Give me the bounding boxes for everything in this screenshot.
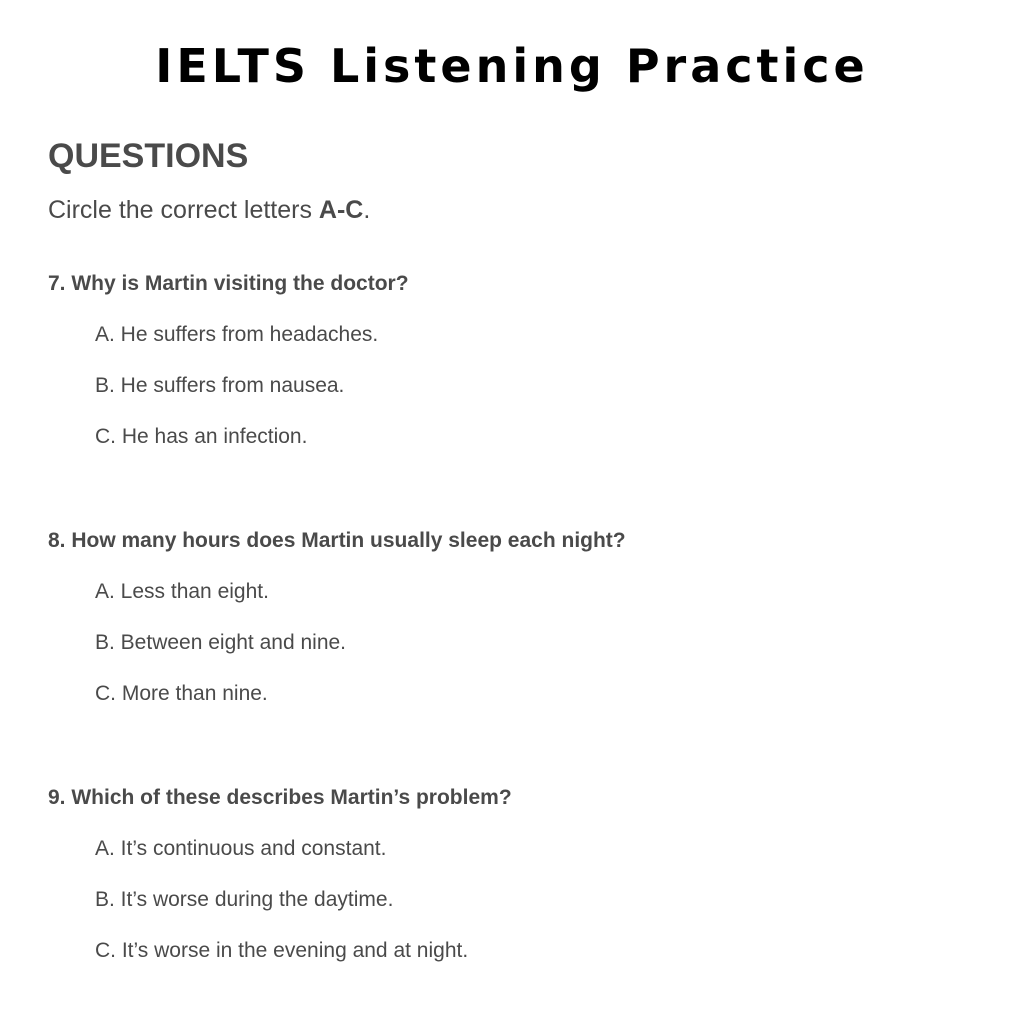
- answer-option-b[interactable]: B. He suffers from nausea.: [95, 374, 345, 397]
- answer-option-a[interactable]: A. He suffers from headaches.: [95, 323, 379, 346]
- question-7: [48, 271, 988, 475]
- answer-option-c[interactable]: C. More than nine.: [95, 682, 268, 705]
- instruction-suffix: .: [363, 196, 371, 224]
- instruction-text: [48, 195, 370, 225]
- instruction-letter-range: A-C: [318, 196, 364, 224]
- question-text: 9. Which of these describes Martin’s problem?: [48, 786, 512, 809]
- answer-option-a[interactable]: A. Less than eight.: [95, 580, 269, 603]
- answer-options: [95, 579, 988, 707]
- answer-option-a[interactable]: A. It’s continuous and constant.: [95, 837, 387, 860]
- answer-option-b[interactable]: B. Between eight and nine.: [95, 631, 347, 654]
- section-heading: QUESTIONS: [48, 137, 249, 175]
- answer-options: [95, 322, 988, 450]
- answer-option-b[interactable]: B. It’s worse during the daytime.: [95, 888, 394, 911]
- instruction-prefix: Circle the correct letters: [48, 196, 319, 224]
- answer-options: [95, 836, 988, 964]
- page-title: IELTS Listening Practice: [155, 39, 869, 93]
- question-text: 7. Why is Martin visiting the doctor?: [48, 272, 409, 295]
- question-8: [48, 528, 988, 732]
- question-text: 8. How many hours does Martin usually sleep each night?: [48, 529, 626, 552]
- question-9: [48, 785, 988, 989]
- answer-option-c[interactable]: C. It’s worse in the evening and at night.: [95, 939, 469, 962]
- answer-option-c[interactable]: C. He has an infection.: [95, 425, 308, 448]
